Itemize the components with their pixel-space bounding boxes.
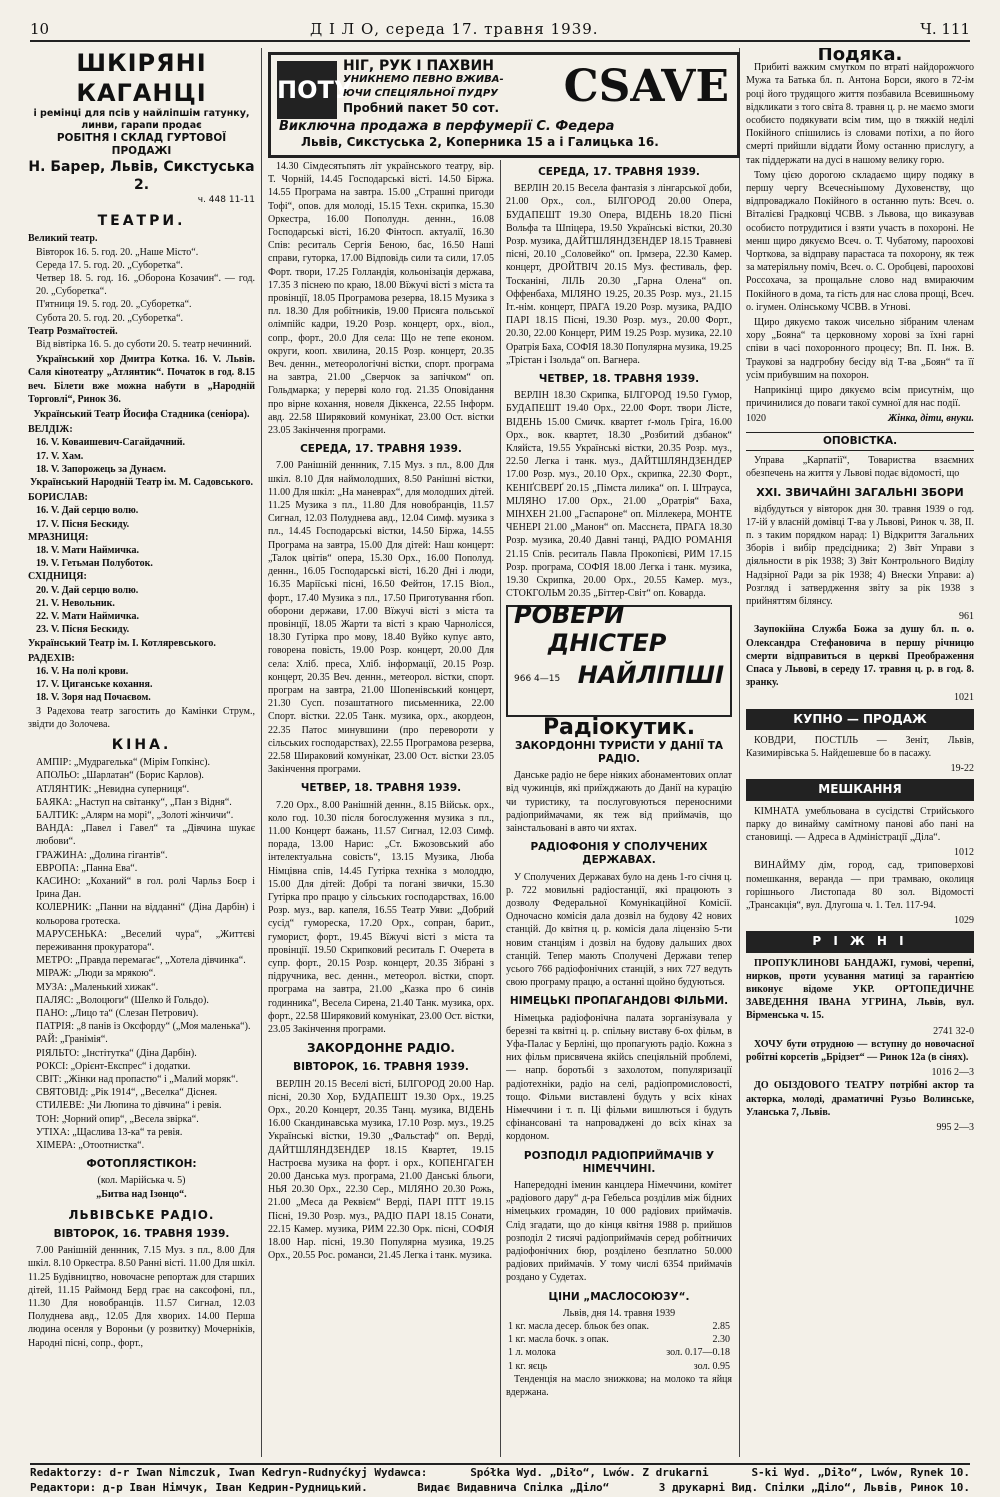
column-1 (28, 48, 255, 1458)
list-item: 17. V. Пісня Бескиду. (36, 518, 130, 530)
table-row (506, 1360, 732, 1373)
radio-tuesday-cont: 14.30 Сімдесятьпять літ українського театру, вір. Т. Чорній, 14.45 Господарські вісті. 14.50 Біржа. 14.55 Програма на завтра. 15.00 „Страшні пригоди Тофі“, опов. для молоді, 15.15 Техн. скрипка, 15.30 Оркестра, 16.00 Пополудн. деннн., 16.08 Господарські вісті, 16.20 Фінтосп. актуалії, 16.30 Спів: реситаль Сергія Беною, бас, 16.50 Наші справи, гуторка, 17.00 Відповідь сили та сили, 17.05 Форт. твори, 17.25 Голландія, кольонізація держава, 17.35 З піснею по краю, 18.00 Вїжучі вісті з міста та провінції, 18.05 Програмова резерва, 18.15 Музика з пл. 18.30 Для робітників, 19.00 Присяга польської олімпійс кадри, 19.20 Розр. концерт, орх., віол., сопр., форт., 20.0 Для села: Що не тепе економ. округи, кооп. хвилина, 20.15 Розр. концерт, 20.35 Веч. деннн., метеорологічні вістки, спорт. програма на завтра, 21.00 „Сверчок за запічком“ оп. Гольдмарка; у перерві коло год. 21.35 Оповідання про вірне кохання, новеля Діккенса, 22.55 Інформ. авд. 22.58 Ширяковий комунікат, 23.00 Ост. вістки 23.05 Закінчення програми. (268, 161, 494, 437)
cinema-item: РОКСІ: „Орієнт-Експрес“ і додатки. (36, 1060, 191, 1072)
list-item: Середа 17. 5. год. 20. „Суборетка“. (36, 259, 183, 271)
list-item: 23. V. Пісня Бескиду. (36, 624, 130, 636)
list-item: 19. V. Гетьман Полуботок. (36, 558, 153, 570)
column-2 (268, 160, 494, 1458)
price-item: 1 кг. яєць (508, 1360, 548, 1372)
prices-table (506, 1320, 732, 1373)
bicycle-ad (506, 600, 732, 717)
bandages-text: ПРОПУКЛИНОВІ БАНДАЖІ, гумові, черепні, нирков, проти усування матиці за гарантією виконує відоме УКР. ОРТОПЕДИЧНЕ ЗАВЕДЕННЯ ІВАНА УГРИНА, Львів, вул. Вірменська ч. 15. (746, 957, 974, 1022)
rent-text: ВИНАЙМУ дім, город, сад, триповерхові помешкання, веранда — при трамваю, околиця горішнього Листопада 80 зол. Відомості „Трансакція“, вул. Длугоша ч. 1. Тел. 117-94. (746, 860, 974, 911)
cinema-item: УТІХА: „Щаслива 13-ка“ та ревія. (36, 1126, 183, 1138)
leather-line1: і ремінці для псів у найліпшім гатунку, (33, 108, 250, 119)
wednesday-heading: СЕРЕДА, 17. ТРАВНЯ 1939. (300, 443, 462, 456)
thanks-text4: Наприкінці щиро дякуємо всім присутнім, що причинилися до поваги такої сумної для нас події. (746, 385, 974, 410)
footer-2c: З друкарні Вид. Спілки „Діло“, Львів, Ринок 10. (658, 1481, 970, 1494)
cinema-item: РІЯЛЬТО: „Інстітутка“ (Діна Дарбін). (36, 1047, 197, 1059)
page-number: 10 (30, 20, 50, 38)
housing-heading: МЕШКАННЯ (746, 779, 974, 800)
cinema-item: ГРАЖИНА: „Долина гігантів“. (36, 849, 168, 861)
memorial-code: 1021 (954, 692, 974, 704)
potu-label: ПОТУ (277, 61, 337, 119)
grand-theatre-list (28, 246, 255, 325)
issue-number: Ч. 111 (920, 20, 970, 38)
bike-code: 966 4—15 (514, 673, 561, 684)
list-item: 17. V. Хам. (36, 450, 84, 462)
list-item: Вівторок 16. 5. год. 20. „Наше Місто“. (36, 246, 199, 258)
radekhiv-note: З Радехова театр загостить до Камінки Струм., звідти до Золочева. (28, 705, 255, 730)
cinema-list (28, 756, 255, 1152)
ad-sale1: Виключна продажа в перфумерії С. Федера (279, 119, 615, 134)
cinema-item: ЕВРОПА: „Панна Ева“. (36, 862, 138, 874)
ad-line1: НІГ, РУК І ПАХВИН (343, 58, 494, 74)
leather-code: ч. 448 11-11 (197, 195, 255, 205)
footer-1b: Spółka Wyd. „Diło“, Lwów. Z drukarni (470, 1466, 709, 1479)
cinema-item: БАЛТИК: „Алярм на морі“, „Золоті жінчичи“. (36, 809, 234, 821)
radio-wednesday: 7.00 Ранішній деннник, 7.15 Муз. з пл., 8.00 Для шкіл. 8.10 Для наймолодших, 8.50 Ранішні вістки, 11.00 Для шкіл: „На маневрах“, для молодших дітей. 11.25 Музика з пл., 11.80 Для новобранців, 11.57 Сигнал, 12.03 Полуднева авд., 12.04 Симф. музика з пл., 14.45 Господарські вістки, 14.50 Біржа, 14.55 Програма на завтра, 15.00 Для дітей: Наш концерт: „Талок цвітів“ опера, 15.30 Орх., 16.00 Пополуд. деннн., 16.05 Господарські вісті, 16.20 Дні і люди, 16.35 Маріїські пісні, 16.50 Фейтон, 17.15 Віол., форт., 17.40 Музика з пл., 17.50 Приготування гбоп. оборони держави, 17.00 Вїжучі вісті з міста та провінції, 18.05 Жарти та вісті з краю Чарнолісся, 18.30 Гутірка про мову, 18.40 Вуйко купує авто, говорена повість, 19.00 Розр. концерт, 20.00 Для села: Хліб. преса, Хліб. інформації, 20.15 Розр. концерт, 20.35 Веч. деннн., метеорол. вістки, спорт. програм на завтра, 21.00 Шопенівський концерт, 21.30 Сусп. позаштатного письменника, 22.00 Спорт. вістки. 22.05 Танк. музика, орх., акордеон, 22.35 Патос минувшини (про перевороти у сільських господарствах), 22.55 Програмова резерва, 22.58 Шираковий комунікат, 23.00 Ост. вістки 23.05 Закінчення програми. (268, 460, 494, 776)
list-item: 21. V. Невольник. (36, 597, 115, 609)
cinema-item: МІРАЖ: „Люди за мрякою“. (36, 968, 156, 980)
theatre-wanted-text: ДО ОБІЗДОВОГО ТЕАТРУ потрібні актор та акторка, молоді, драматичні Рузьо Волинське, Уланська 7, Львів. (746, 1080, 974, 1118)
list-item: Четвер 18. 5. год. 16. „Оборона Козачин“. — год. 20. „Суборетка“. (36, 273, 255, 298)
thanks-sign: Жінка, діти, внуки. (888, 413, 974, 425)
foreign-thursday: ВЕРЛІН 18.30 Скрипка, БІЛГОРОД 19.50 Гумор, БУДАПЕШТ 19.40 Орх., 22.00 Форт. твори Лісте, ВІДЕНЬ 15.00 Смичк. квартет ґ-моль Гріга, 16.00 Орх., вок. квартет, 18.30 „Розбитий дзбанок“ Кляйста, 19.55 Українські вістки, 20.35 Розр. муз., 22.50 Легка і танк. муз., ДАЙТШЛЯНДЗЕНДЕР 17.00 Розр. муз., 20.10 Орх., скрипка, 22.30 Форт., КЕНІҐСВЕРҐ 20.15 „Пімста лилика“ оп. І. Штрауса, МІЛЯНО 17.00 Орх., 21.00 „Оратрія“ Баха, МІНХЕН 21.00 „Гаспароне“ оп. Міллекера, МОНТЕ ЧЕНЕРІ 21.00 „Манон“ оп. Масснєта, ПРАГА 18.30 Розр. музика, 20.40 Давні танці, РАДІО РОМАНІЯ 21.15 Спів. реситаль Павла Прокопієві, РИМ 17.15 Розр. програма, СОФІЯ 18.00 Легка і танк. музика, 19.30 Скрипка, 20.00 Орх., 20.55 Камер. муз., СТОКГОЛЬМ 20.35 „Біттер-Світ“ оп. Коварда. (506, 390, 732, 600)
list-item: 16. V. Дай серцю волю. (36, 505, 139, 517)
room-code: 1012 (954, 847, 974, 859)
list-item: 16. V. Коваишевич-Сагайдачний. (36, 437, 186, 449)
price-value: зол. 0.17—0.18 (666, 1347, 730, 1359)
foreign-thursday-heading: ЧЕТВЕР, 18. ТРАВНЯ 1939. (538, 373, 700, 386)
thanks-text2: Тому цією дорогою складаємо щиру подяку в першу чергу Всечесніьшому Духовенству, що відпроваджало Покійного в останню путь: Всеч. о. Віталієві Градковці ЧСВВ. з Львова, що виказував особисто потрудитися і взяти участь в похороні. Не менш щиро дякуємо Всеч. о. Т. Чубатому, пароохові Чорткова, за відправу парастаса та похорону, як теж за матеріяльну поміч, Всеч. о. С. Оробцеві, пароохові Россохача, за прощальне слово над вмираючим Покійного в дома, та гість для нас слова прощі, Всеч. о. ігумен. Олінському ЧСВВ. в Угнові. (746, 169, 974, 313)
tourists-heading: ЗАКОРДОННІ ТУРИСТИ У ДАНІЇ ТА РАДІО. (514, 739, 724, 765)
price-value: 2.30 (712, 1334, 730, 1346)
foreign-tuesday: ВЕРЛІН 20.15 Веселі вісті, БІЛГОРОД 20.00 Нар. пісні, 20.30 Хор, БУДАПЕШТ 19.30 Орх., 19.25 Орх., 20.20 Концерт, 20.35 Танц. музика, ВІДЕНЬ 16.00 Скандинавська музика, 17.10 Розр. муз., 19.25 Українські вістки, 19.30 „Фальстаф“ оп. Верді, ДАЙТШЛЯНДЗЕНДЕР 18.15 Квартет, 19.15 Настроєва музика на форт. і орх., КОПЕНГАГЕН 20.00 Данська муз. програма, 21.00 Данські бльоги, НЬЯ 20.30 Орх., 22.30 Сер., МІЛЯНО 20.30 Рожь, 21.00 „Меса да Реквієм“ Верді, ПАРІ ПТТ 19.15 Пісні, 19.30 Розр. муз., РАДІО ПАРІ 18.15 Сонати, 22.15 Камер. музика, РИМ 22.30 Орк. пісні, СОФІЯ 18.00 Нар. пісні, 19.30 Популярна музика, 19.25 Орх., 20.55 Рос. романси, 21.45 Легка і танк. музика. (268, 1078, 494, 1262)
buy-sell-heading: КУПНО — ПРОДАЖ (746, 709, 974, 730)
cinema-item: РАЙ: „Гранімія“. (36, 1034, 108, 1046)
radio-text-tuesday: 7.00 Ранішній деннник, 7.15 Муз. з пл., 8.00 Для шкіл. 8.10 Оркестра. 8.50 Ранні вісті. 11.00 Для шкіл. 11.25 Будівництво, новочасне репортаж для старших дітей, 11.15 Раймонд Берд грає на саксофоні, пл., 11.30 Для новобранців. 11.57 Сигнал, 12.03 Полуднева авд., 12.05 Для хворих. 14.00 Перша людина осенля у Вороньи (у розвитку) Мочерніків, Народні пісні, сопр., форт., (28, 1245, 255, 1349)
masthead: Д І Л О, середа 17. травня 1939. (310, 20, 599, 38)
cinema-item: ВАНДА: „Павел і Гавел“ та „Дівчина шукає любови“. (36, 823, 255, 848)
list-item: П'ятниця 19. 5. год. 20. „Суборетка“. (36, 299, 192, 311)
cinema-item: ПАЛЯС: „Волоцюги“ (Шелко й Гольдо). (36, 994, 209, 1006)
films-text: Німецька радіофонічна палата зорганізувала у березні та квітні ц. р. спільну виставу 6-ох фільм, в Уфа-Палас у Берліні, що пропагують радіо. Кожна з них фільм присвячена якійсь спеціяльній проблемі, — напр. боротьбі з захолотом, популяризації радіотехніки, радіо на селі, радіопромисловості, тощо. Фільми виставлені будуть у всіх кінах Німеччини і т. п. Ці фільми вишлються і будуть сфінансовані та напровадженi до всіх кінах за кордоном. (506, 1012, 732, 1143)
imprint-footer (30, 1463, 970, 1495)
cinema-item: СТИЛЕВЕ: „Чи Люпина то дівчина“ і ревія. (36, 1100, 222, 1112)
ad-line4: Пробний пакет 50 сот. (343, 101, 500, 115)
films-heading: НІМЕЦЬКІ ПРОПАГАНДОВІ ФІЛЬМИ. (509, 995, 729, 1008)
apprentice-text: ХОЧУ бути отрудною — вступну до новочасної робітні корсетів „Брідзет“ — Ринок 12а (в сінях). (746, 1038, 974, 1064)
radio-thursday: 7.20 Орх., 8.00 Ранішній деннн., 8.15 Військ. орх., коло год. 10.30 після богослуження музика з пл., 11.00 Концерт бажань, 11.57 Сигнал, 12.03 Симф. порада, 13.00 Нарис: „Ст. Бжозовський або інтелектуальна совість“, 13.15 Музика, Люба Німцівна спів, 14.45 Гутірка техніка з молоддю, 15.00 Для дітей: Добрі та погані звички, 15.30 Гутірка про працю у сільських господарствах, 16.00 Розр. муз., вар. капеля, 16.55 Театр Уяви: „Добрий сусід“ гумореска, 17.20 Орх., сопран, барит., гуморист, форт., 19.45 Вїжучі вісті з міста та провінції. 19.50 Скрипковий реситаль Г. Очерета в супр. форт., 20.15 Розр. концерт, 20.35 Зібрані з підручника, вес. деннн., метеорол. вістки, спорт. програма на завтра, 21.00 „Казка про 6 синів годинника“, Весела Сирена, 21.40 Танк. музика, орх. форт., 22.58 Ширяковий комунікат, 23.00 Ост. вістки, 23.05 Закінчення програми. (268, 799, 494, 1035)
boryslav-list (28, 504, 255, 530)
cinema-item: МУЗА: „Маленький хижак“. (36, 981, 159, 993)
cinema-item: ХІМЕРА: „Отоотнистка“. (36, 1140, 145, 1152)
ad-line3: ЮЧИ СПЕЦІЯЛЬНОЇ ПУДРУ (343, 88, 498, 99)
blankets-code: 19-22 (950, 763, 974, 775)
apprentice-code: 1016 2—3 (931, 1067, 974, 1079)
cinema-item: ТОН: „Чорний опир“, „Весела звірка“. (36, 1113, 199, 1125)
cinema-item: СВІТ: „Жінки над пропастю“ і „Малий моряк“. (36, 1074, 239, 1085)
radekhiv-list (28, 665, 255, 705)
column-3 (506, 160, 732, 1458)
skhidnytsia: СХІДНИЦЯ: (28, 571, 87, 583)
table-row (506, 1333, 732, 1346)
list-item: 22. V. Мати Наймичка. (36, 611, 139, 623)
column-4 (746, 48, 974, 1458)
ad-line2: УНИКНЕМО ПЕВНО ВЖИВА- (343, 74, 504, 85)
blankets-text: КОВДРИ, ПОСТІЛЬ — Зеніт, Львів, Казимирівська 5. Найдешевше бо в пасажу. (746, 734, 974, 759)
prices-heading: ЦІНИ „МАСЛОСОЮЗУ“. (548, 1290, 690, 1303)
leather-ad (28, 48, 255, 207)
csave-ad (268, 52, 740, 158)
boryslav: БОРИСЛАВ: (28, 492, 88, 504)
cinema-item: БАЯКА: „Наступ на світанку“, „Пан з Відня“. (36, 796, 232, 808)
notice-heading: ОПОВІСТКА. (746, 432, 974, 451)
list-item: 17. V. Циганське кохання. (36, 679, 153, 691)
foreign-radio-heading: ЗАКОРДОННЕ РАДІО. (307, 1041, 455, 1056)
veldizh-list (28, 436, 255, 476)
thursday-heading: ЧЕТВЕР, 18. ТРАВНЯ 1939. (300, 782, 462, 795)
cinema-item: АПОЛЬО: „Шарлатан“ (Борис Карлов). (36, 770, 204, 782)
assembly-code: 961 (959, 611, 974, 623)
cinema-item: АТЛЯНТИК: „Невидна суперниця“. (36, 783, 190, 795)
thanks-text3: Щиро дякуємо також чисельно зібраним членам хору „Бояна“ та церковному хорові за їхні гарні співи в часі похоронного процесу; Вп. П. Інж. В. Траукові за надгробну бесіду від Т-ва „Боян“ та її усім прибувшим на похорон. (746, 317, 974, 381)
leather-line3: РОБІТНЯ І СКЛАД ГУРТОВОЇ ПРОДАЖІ (56, 132, 227, 157)
table-row (506, 1346, 732, 1359)
prices-note: Тенденція на масло знижкова; на молоко та яйця вдержана. (506, 1373, 732, 1399)
leather-line2: линви, гарапи продає (81, 120, 202, 131)
ad-sale2: Львів, Сикстуська 2, Коперника 15 а і Галицька 16. (301, 135, 659, 149)
leather-line4: Н. Барер, Львів, Сикстуська 2. (28, 159, 255, 193)
cinema-item: СВЯТОВІД: „Рік 1914“, „Веселка“ Діснея. (36, 1087, 218, 1099)
prices-date: Львів, дня 14. травня 1939 (562, 1307, 676, 1319)
memorial-text: Заупокійна Служба Божа за душу бл. п. о. Олександра Стефановича в першу річницю смерти відправиться в церкві Преображення Спаса у Львові, в середу 17. травня ц. р. в год. 8. зранку. (746, 624, 974, 689)
rent-code: 1029 (954, 915, 974, 927)
cinema-item: АМПІР: „Мудрагелька“ (Мірім Гопкінс). (36, 757, 211, 769)
radekhiv: РАДЕХІВ: (28, 652, 75, 664)
footer-2b: Видає Видавнича Спілка „Діло“ (417, 1481, 610, 1494)
misc-heading: Р І Ж Н І (746, 931, 974, 952)
list-item: 18. V. Запорожець за Дунаєм. (36, 463, 166, 475)
narodnyi-theatre: Український Народній Театр ім. М. Садовського. (29, 477, 254, 489)
cinema-item: МАРУСЕНЬКА: „Веселий чура“, „Життєві переживання прокуратора“. (36, 928, 255, 953)
cinema-item: МЕТРО: „Правда перемагає“, „Хотела дівчинка“. (36, 955, 246, 967)
mrazhytsia-list (28, 544, 255, 570)
foto-addr: (кол. Марійська ч. 5) (97, 1175, 186, 1187)
theatres-heading: ТЕАТРИ. (97, 213, 186, 230)
footer-1a: Redaktorzy: d-r Iwan Nimczuk, Iwan Kedryn-Rudnyćkyj Wydawca: (30, 1466, 428, 1479)
page-header (30, 20, 970, 42)
variety-theatre: Театр Розмаїтостей. (28, 325, 118, 337)
skhidnytsia-list (28, 584, 255, 637)
lviv-radio-heading: ЛЬВІВСЬКЕ РАДІО. (68, 1207, 215, 1222)
footer-2a: Редактори: д-р Іван Німчук, Іван Кедрин-Рудницький. (30, 1481, 368, 1494)
table-row (506, 1320, 732, 1333)
cinema-item: ПАНО: „Лицо та“ (Слезан Петрович). (36, 1007, 199, 1019)
tuesday-heading: ВІВТОРОК, 16. ТРАВНЯ 1939. (53, 1228, 230, 1241)
grand-theatre: Великий театр. (28, 233, 98, 245)
foto-title: „Битва над Ізонцо“. (96, 1188, 187, 1200)
price-item: 1 л. молока (508, 1347, 556, 1359)
list-item: 18. V. Мати Наймичка. (36, 545, 139, 557)
distribution-heading: РОЗПОДІЛ РАДІОПРИЙМАЧІВ У НІМЕЧЧИНІ. (523, 1149, 715, 1175)
cinemas-heading: КІНА. (111, 736, 172, 753)
price-item: 1 кг. масла бочк. з опак. (508, 1334, 609, 1346)
radio-corner-heading: Радіокутик. (542, 714, 696, 740)
us-radio-text: У Сполучених Державах було на день 1-го січня ц. р. 722 мовильні радіостанції, які працюють з дозволу Федеральної Комунікаційної Комісії. Одночасно комісія дала дозвіл на будову 42 нових станцій. До квітня ц. р. комісія дала ліцензію 5-ти новим станціям і дозвіл на будову дальших двох станцій. Тепер мають Сполучені Держави тепер усього 766 радіофонічних станцій, з них 727 ведуть свою програму працю, а останні щойно будуються. (506, 871, 732, 989)
thanks-heading: Подяка. (817, 48, 903, 65)
cinema-item: ПАТРІЯ: „8 панів із Оксфорду“ („Моя маленька“). (36, 1021, 251, 1033)
theatre-wanted-code: 995 2—3 (936, 1122, 974, 1134)
uprava-text: Управа „Карпатії“, Товариства взаємних обезпечень на життя у Львові подає відомості, що (746, 454, 974, 480)
assembly-heading: XXI. ЗВИЧАЙНІ ЗАГАЛЬНІ ЗБОРИ (756, 486, 964, 500)
price-item: 1 кг. масла десер. бльок без опак. (508, 1321, 650, 1333)
foreign-tuesday-heading: ВІВТОРОК, 16. ТРАВНЯ 1939. (293, 1061, 469, 1074)
assembly-text: відбудуться у вівторок дня 30. травня 1939 о год. 17-ій у власній домівці Т-ва у Львові, Ринок ч. 38, II. п. з таким порядком нарад: 1) Відкриття Загальних Зборів і вибір предсідника; 2) Звіт Управи з діяльности в рік 1938; 3) Звіт Контрольного Виділу Надзірної Ради за рік 1938; 4) Внески Управи: а) Розгляд і затвердження звіту за рік 1938 з прийняттям білянсу. (746, 503, 974, 607)
price-value: зол. 0.95 (693, 1360, 730, 1372)
bike-line1: РОВЕРИ (514, 600, 625, 629)
bike-line3: НАЙЛІПШІ (577, 660, 724, 689)
price-value: 2.85 (712, 1321, 730, 1333)
bike-line2: ДНІСТЕР (548, 628, 667, 657)
veldizh: ВЕЛДІЖ: (28, 424, 73, 436)
us-radio-heading: РАДІОФОНІЯ У СПОЛУЧЕНИХ ДЕРЖАВАХ. (530, 841, 708, 867)
list-item: Субота 20. 5. год. 20. „Суборетка“. (36, 312, 184, 324)
cinema-item: КАСИНО: „Коханий“ в гол. ролі Чарльз Боєр і Ірина Дан. (36, 875, 255, 901)
distribution-text: Напередодні іменин канцлера Німеччини, комітет „радіового дару“ д-ра Гебельса розділив між бідних німецьких громадян, 10 000 радіових приймачів. Слід згадати, що до кінця квітня 1988 р. прийшов розподіл 2 тисячі радіоприймачів серед робітничих радіофонічних бюр, розділено безплатно 50.000 радіових приймачів. У тому числі 6354 приймачів роздано у Судетах. (506, 1180, 732, 1284)
foreign-wednesday: ВЕРЛІН 20.15 Весела фантазія з лінгарської доби, 21.00 Орх., сол., БІЛГОРОД 20.00 Опера, БУДАПЕШТ 19.30 Опера, ВІДЕНЬ 18.20 Пісні Вольфа та Шпіцера, 19.50 Українські вістки, 20.30 Розр. музика, ДАЙТШЛЯНДЗЕНДЕР 18.15 Травневі пісні, 20.10 „Соловейко“ оп. Ірмзера, 22.30 Камер. концерт, ДРОЙТВІЧ 20.15 Муз. фестиваль, фер. Тосканіні, ЛІЛЬ 20.30 „Гарна Олена“ оп. Оффенбаха, МІЛЯНО 19.25, 20.35 Розр. муз., 21.15 Іт.-нім. концерт, ПРАГА 19.20 Розр. музика, РАДІО ПАРІ 18.15 Пісні, 19.30 Розр. муз., 20.00 Форт., 20.30, 22.00 Концерт, РИМ 19.25 Розр. музика, 22.10 Оратрія Баха, СОФІЯ 18.30 Популярна музика, 19.25 „Трістан і Ізольда“ оп. Вагнера. (506, 183, 732, 366)
footer-1c: S-ki Wyd. „Diło“, Lwów, Rynek 10. (751, 1466, 970, 1479)
fotoplastykon: ФОТОПЛЯСТІКОН: (86, 1158, 197, 1171)
list-item: 16. V. На полі крови. (36, 665, 129, 677)
csave-brand: CSAVE (563, 61, 729, 112)
list-item: 18. V. Зоря над Почаєвом. (36, 692, 151, 704)
variety-text: Від вівтірка 16. 5. до суботи 20. 5. театр нечинний. (36, 339, 252, 351)
thanks-text1: Прибиті важким смутком по втраті найдорожчого Мужа та Батька бл. п. Антона Борси, якого в 72-ім році його трудящого життя позбавила Всевишньому відкликати з того світа 8. травня ц. р. не маємо змоги особисто подякувати всім тим, що в тяжкій неділі Покійного спішились із словами потіхи, а по його смерті прийшли віддати Йому останню прислугу, а так піддержати на дусі в нашому велику горю. (746, 62, 974, 166)
kotl-theatre: Український Театр ім. І. Котляревського. (28, 637, 216, 649)
tourists-text: Данське радіо не бере ніяких абонаментових оплат від чужинців, які приїжджають до Данії на курацію чи туристику, та послуговуються переносними радіоприймачами, як теж від приймачів, що заінстальовані в авто чи яхтах. (506, 770, 732, 834)
bandages-code: 2741 32-0 (933, 1025, 974, 1037)
foreign-wednesday-heading: СЕРЕДА, 17. ТРАВНЯ 1939. (538, 166, 700, 178)
list-item: 20. V. Дай серцю волю. (36, 584, 139, 596)
leather-title: ШКІРЯНІ КАГАНЦІ (76, 49, 207, 107)
mrazhytsia: МРАЗНИЦЯ: (28, 531, 89, 543)
room-text: КІМНАТА умебльована в сусідстві Стрийського парку до винайму самітному панові або пані на становищі. — Адреса в Адміністрації „Діла“. (746, 805, 974, 843)
choir-notice: Український хор Дмитра Котка. 16. V. Львів. Саля кінотеатру „Атлянтик“. Початок в год. 8.15 веч. Білети вже можна набути в „Народній Торговлі“, Ринок 36. (28, 354, 255, 405)
thanks-code: 1020 (746, 413, 766, 425)
stadnyk-theatre: Український Театр Йосифа Стадника (сеніора). (33, 409, 250, 421)
cinema-item: КОЛЕРНИК: „Панни на відданні“ (Діна Дарбін) і кольорова гротеска. (36, 902, 255, 927)
